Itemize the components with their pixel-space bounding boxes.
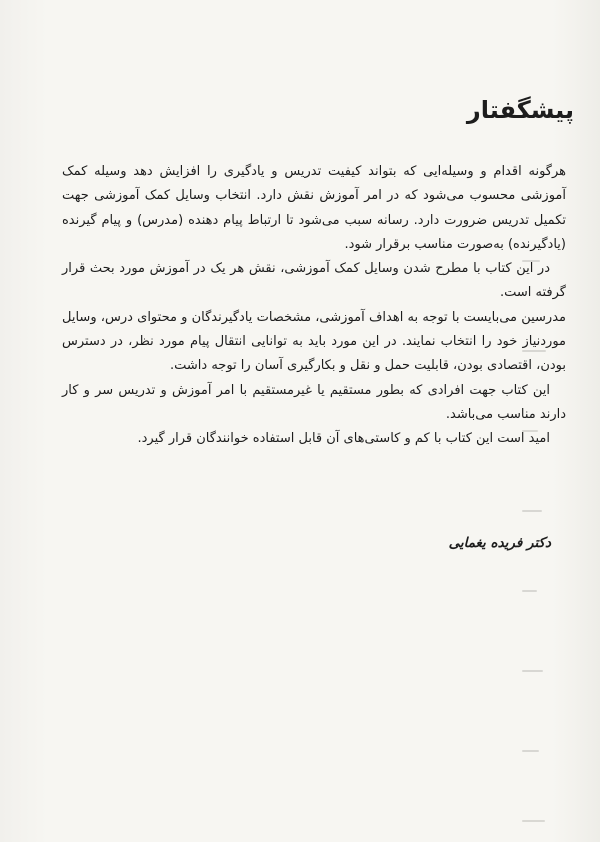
paragraph-4: این کتاب جهت افرادی که بطور مستقیم یا غیرمستقیم با امر آموزش و تدریس سر و کار دارند مناسب می‌باشد. bbox=[62, 382, 566, 422]
page-title: پیشگفتار bbox=[466, 96, 574, 124]
show-through-mark bbox=[522, 590, 537, 592]
show-through-mark bbox=[522, 670, 543, 672]
show-through-mark bbox=[522, 510, 542, 512]
signature: دکتر فریده یغمایی bbox=[448, 535, 551, 551]
paragraph-5: امید است این کتاب با کم و کاستی‌های آن قابل استفاده خوانندگان قرار گیرد. bbox=[137, 431, 550, 447]
paragraph-3: مدرسین می‌بایست با توجه به اهداف آموزشی، مشخصات یادگیرندگان و محتوای درس، وسایل موردنیاز خود را انتخاب نمایند. در این مورد باید به توانایی انتقال پیام مورد نظر، در دسترس بودن، اقتصادی بودن، قابلیت حمل و نقل و بکارگیری آسان را توجه داشت. bbox=[62, 309, 566, 374]
body-text bbox=[62, 160, 566, 452]
paragraph-2: در این کتاب با مطرح شدن وسایل کمک آموزشی، نقش هر یک در آموزش مورد بحث قرار گرفته است. bbox=[62, 261, 566, 301]
show-through-mark bbox=[522, 750, 539, 752]
show-through-mark bbox=[522, 820, 545, 822]
paragraph-1: هرگونه اقدام و وسیله‌ایی که بتواند کیفیت تدریس و یادگیری را افزایش دهد وسیله کمک آموزشی محسوب می‌شود که در امر آموزش نقش دارد. انتخاب وسایل کمک آموزشی جهت تکمیل تدریس ضرورت دارد. رسانه سبب می‌شود تا ارتباط پیام دهنده (مدرس) و پیام گیرنده (یادگیرنده) به‌صورت مناسب برقرار شود. bbox=[62, 164, 566, 252]
